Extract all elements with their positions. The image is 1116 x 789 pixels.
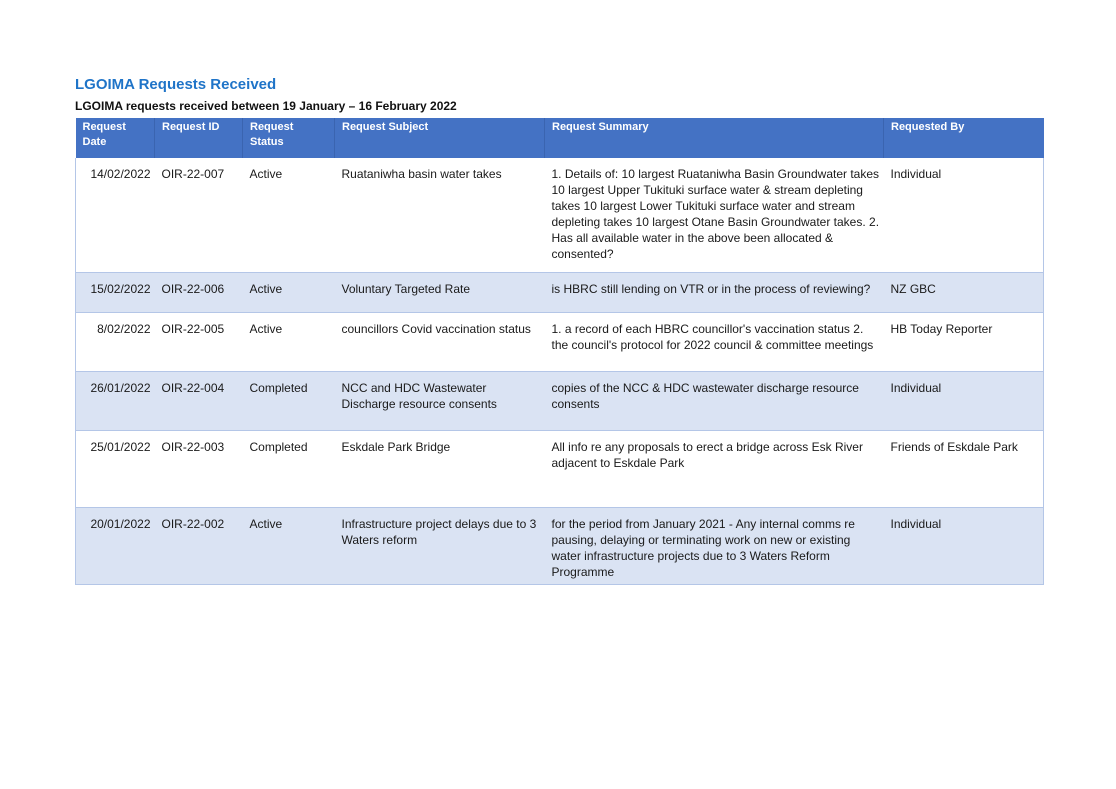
header-request-summary: Request Summary — [545, 118, 884, 158]
table-header-row — [76, 118, 1044, 158]
cell-requested-by: Individual — [884, 158, 1044, 273]
table-row — [76, 372, 1044, 431]
cell-requested-by: HB Today Reporter — [884, 313, 1044, 372]
cell-requested-by: NZ GBC — [884, 273, 1044, 313]
page-title: LGOIMA Requests Received — [75, 76, 277, 93]
cell-status: Active — [243, 508, 335, 585]
cell-summary: 1. Details of: 10 largest Ruataniwha Basin Groundwater takes 10 largest Upper Tukituki surface water & stream depleting takes 10 largest Lower Tukituki surface water and stream depleting takes 10 largest Otane Basin Groundwater takes. 2. Has all available water in the above been allocated & consented? — [545, 158, 884, 273]
cell-status: Completed — [243, 431, 335, 508]
cell-date: 20/01/2022 — [76, 508, 155, 585]
cell-summary: All info re any proposals to erect a bridge across Esk River adjacent to Eskdale Park — [545, 431, 884, 508]
cell-date: 26/01/2022 — [76, 372, 155, 431]
cell-subject: councillors Covid vaccination status — [335, 313, 545, 372]
cell-id: OIR-22-005 — [155, 313, 243, 372]
cell-status: Active — [243, 273, 335, 313]
cell-date: 14/02/2022 — [76, 158, 155, 273]
cell-subject: Ruataniwha basin water takes — [335, 158, 545, 273]
page-subtitle: LGOIMA requests received between 19 January – 16 February 2022 — [75, 99, 457, 113]
header-request-id: Request ID — [155, 118, 243, 158]
cell-status: Active — [243, 313, 335, 372]
cell-summary: is HBRC still lending on VTR or in the process of reviewing? — [545, 273, 884, 313]
header-request-subject: Request Subject — [335, 118, 545, 158]
cell-summary: 1. a record of each HBRC councillor's vaccination status 2. the council's protocol for 2022 council & committee meetings — [545, 313, 884, 372]
header-requested-by: Requested By — [884, 118, 1044, 158]
cell-id: OIR-22-007 — [155, 158, 243, 273]
cell-requested-by: Individual — [884, 508, 1044, 585]
cell-subject: Infrastructure project delays due to 3 Waters reform — [335, 508, 545, 585]
table-row — [76, 158, 1044, 273]
header-request-date: Request Date — [76, 118, 155, 158]
cell-status: Completed — [243, 372, 335, 431]
cell-id: OIR-22-006 — [155, 273, 243, 313]
table-row — [76, 313, 1044, 372]
cell-subject: Voluntary Targeted Rate — [335, 273, 545, 313]
cell-summary: copies of the NCC & HDC wastewater discharge resource consents — [545, 372, 884, 431]
cell-subject: Eskdale Park Bridge — [335, 431, 545, 508]
cell-id: OIR-22-002 — [155, 508, 243, 585]
cell-requested-by: Individual — [884, 372, 1044, 431]
cell-subject: NCC and HDC Wastewater Discharge resource consents — [335, 372, 545, 431]
cell-id: OIR-22-003 — [155, 431, 243, 508]
cell-date: 25/01/2022 — [76, 431, 155, 508]
table-row — [76, 273, 1044, 313]
cell-id: OIR-22-004 — [155, 372, 243, 431]
requests-table — [75, 118, 1044, 585]
header-request-status: Request Status — [243, 118, 335, 158]
cell-date: 8/02/2022 — [76, 313, 155, 372]
cell-summary: for the period from January 2021 - Any internal comms re pausing, delaying or terminating work on new or existing water infrastructure projects due to 3 Waters Reform Programme — [545, 508, 884, 585]
cell-requested-by: Friends of Eskdale Park — [884, 431, 1044, 508]
cell-status: Active — [243, 158, 335, 273]
cell-date: 15/02/2022 — [76, 273, 155, 313]
table-row — [76, 508, 1044, 585]
table-row — [76, 431, 1044, 508]
